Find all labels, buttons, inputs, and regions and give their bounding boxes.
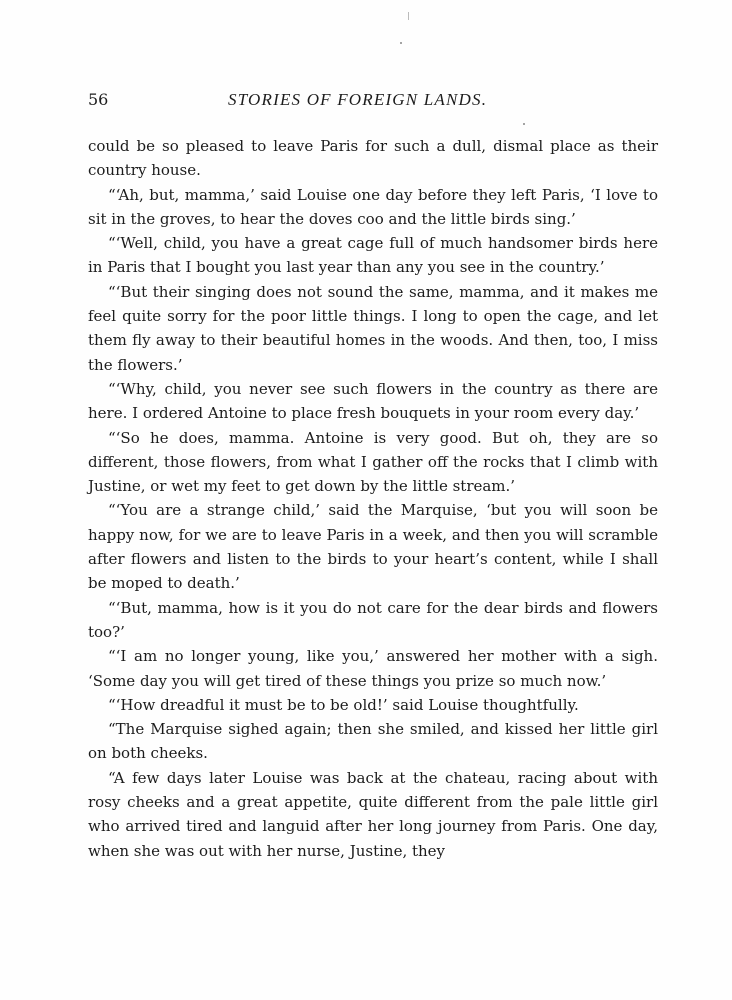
paper-speck [408,12,409,20]
page-header [88,90,658,116]
paragraph: “‘I am no longer young, like you,’ answered her mother with a sigh. ‘Some day you will get tired of these things you prize so much now.’ [88,647,658,690]
paragraph: “The Marquise sighed again; then she smiled, and kissed her little girl on both cheeks. [88,720,658,763]
paper-speck [523,123,525,125]
paragraph: “‘So he does, mamma. Antoine is very good. But oh, they are so different, those flowers, from what I gather off the rocks that I climb with Justine, or wet my feet to get down by the little stream.’ [88,428,658,496]
running-title: STORIES OF FOREIGN LANDS. [228,90,488,109]
paragraph: “A few days later Louise was back at the chateau, racing about with rosy cheeks and a great appetite, quite different from the pale little girl who arrived tired and languid after her long journey from Paris. One day, when she was out with her nurse, Justine, they [88,768,658,860]
body-text [88,134,658,863]
page-number: 56 [88,90,109,109]
paragraph: could be so pleased to leave Paris for such a dull, dismal place as their country house. [88,137,658,180]
paragraph: “‘Ah, but, mamma,’ said Louise one day before they left Paris, ‘I love to sit in the groves, to hear the doves coo and the little birds sing.’ [88,185,658,228]
paper-speck [400,42,402,44]
paragraph: “‘Well, child, you have a great cage full of much handsomer birds here in Paris that I bought you last year than any you see in the country.’ [88,234,658,277]
paragraph: “‘You are a strange child,’ said the Marquise, ‘but you will soon be happy now, for we are to leave Paris in a week, and then you will scramble after flowers and listen to the birds to your heart’s content, while I shall be moped to death.’ [88,501,658,593]
paragraph: “‘How dreadful it must be to be old!’ said Louise thoughtfully. [108,695,579,714]
paragraph: “‘But their singing does not sound the same, mamma, and it makes me feel quite sorry for the poor little things. I long to open the cage, and let them fly away to their beautiful homes in the woods. And then, too, I miss the flowers.’ [88,282,658,374]
paragraph: “‘But, mamma, how is it you do not care for the dear birds and flowers too?’ [88,598,658,641]
paragraph: “‘Why, child, you never see such flowers in the country as there are here. I ordered Antoine to place fresh bouquets in your room every day.’ [88,379,658,423]
